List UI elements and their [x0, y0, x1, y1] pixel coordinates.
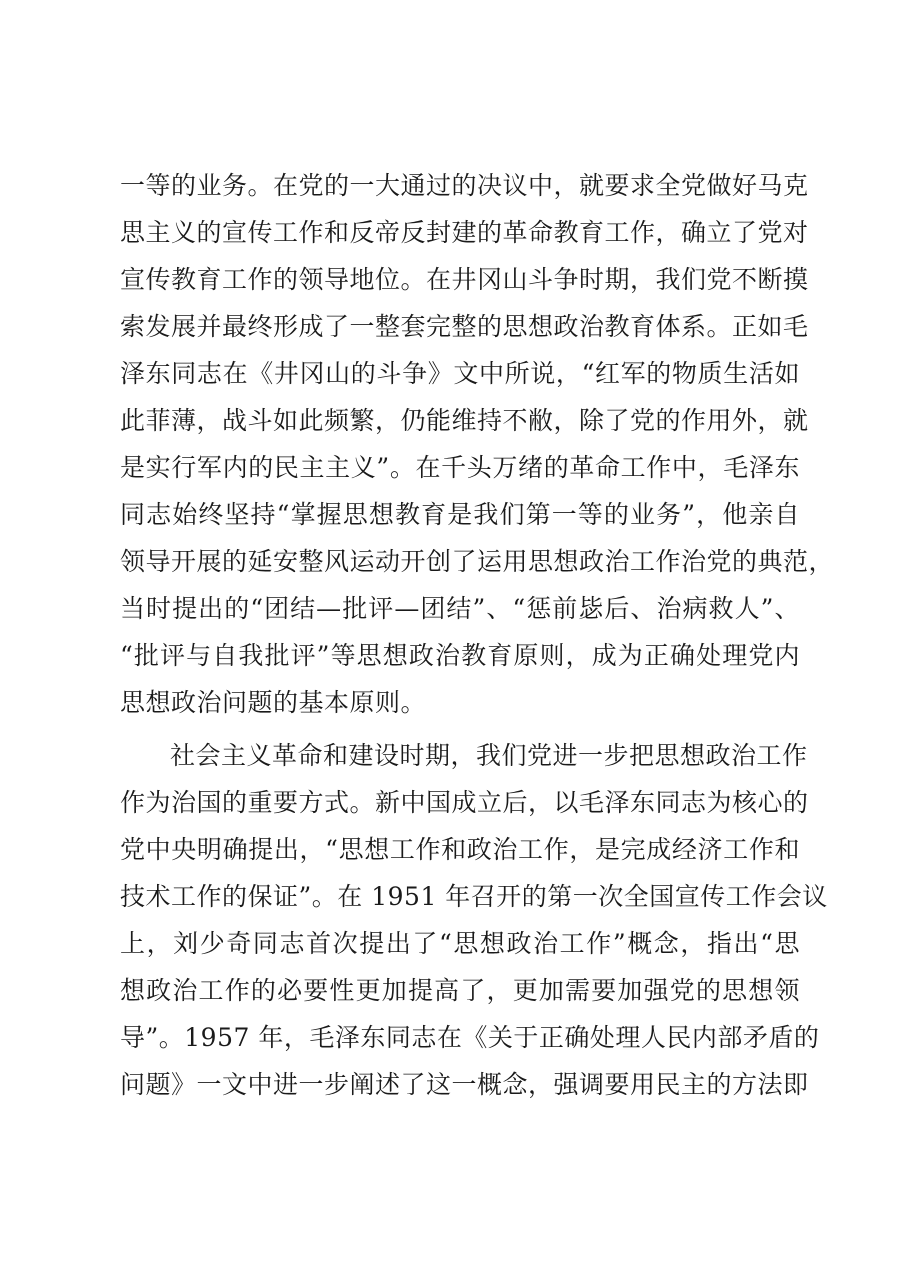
- text-line: 技术工作的保证”。在 1951 年召开的第一次全国宣传工作会议: [120, 882, 828, 911]
- text-line: 索发展并最终形成了一整套完整的思想政治教育体系。正如毛: [120, 312, 809, 341]
- text-line: 当时提出的“团结—批评—团结”、“惩前毖后、治病救人”、: [120, 594, 800, 623]
- text-line: “批评与自我批评”等思想政治教育原则，成为正确处理党内: [120, 641, 800, 670]
- text-line: 问题》一文中进一步阐述了这一概念，强调要用民主的方法即: [120, 1070, 809, 1099]
- text-line: 党中央明确提出，“思想工作和政治工作，是完成经济工作和: [120, 835, 800, 864]
- text-line: 宣传教育工作的领导地位。在井冈山斗争时期，我们党不断摸: [120, 265, 809, 294]
- text-line: 想政治工作的必要性更加提高了，更加需要加强党的思想领: [120, 976, 800, 1005]
- text-line: 领导开展的延安整风运动开创了运用思想政治工作治党的典范，: [120, 547, 835, 576]
- text-line: 思主义的宣传工作和反帝反封建的革命教育工作，确立了党对: [120, 218, 809, 247]
- text-line: 一等的业务。在党的一大通过的决议中，就要求全党做好马克: [120, 171, 809, 200]
- text-line: 社会主义革命和建设时期，我们党进一步把思想政治工作: [170, 741, 808, 770]
- text-line: 作为治国的重要方式。新中国成立后，以毛泽东同志为核心的: [120, 788, 809, 817]
- text-line: 此菲薄，战斗如此频繁，仍能维持不敝，除了党的作用外，就: [120, 406, 809, 435]
- text-line: 导”。1957 年，毛泽东同志在《关于正确处理人民内部矛盾的: [120, 1023, 820, 1052]
- text-line: 是实行军内的民主主义”。在千头万绪的革命工作中，毛泽东: [120, 453, 800, 482]
- text-line: 思想政治问题的基本原则。: [120, 688, 427, 717]
- text-line: 泽东同志在《井冈山的斗争》文中所说，“红军的物质生活如: [120, 359, 800, 388]
- text-line: 上，刘少奇同志首次提出了“思想政治工作”概念，指出“思: [120, 929, 800, 958]
- text-line: 同志始终坚持“掌握思想教育是我们第一等的业务”，他亲自: [120, 500, 800, 529]
